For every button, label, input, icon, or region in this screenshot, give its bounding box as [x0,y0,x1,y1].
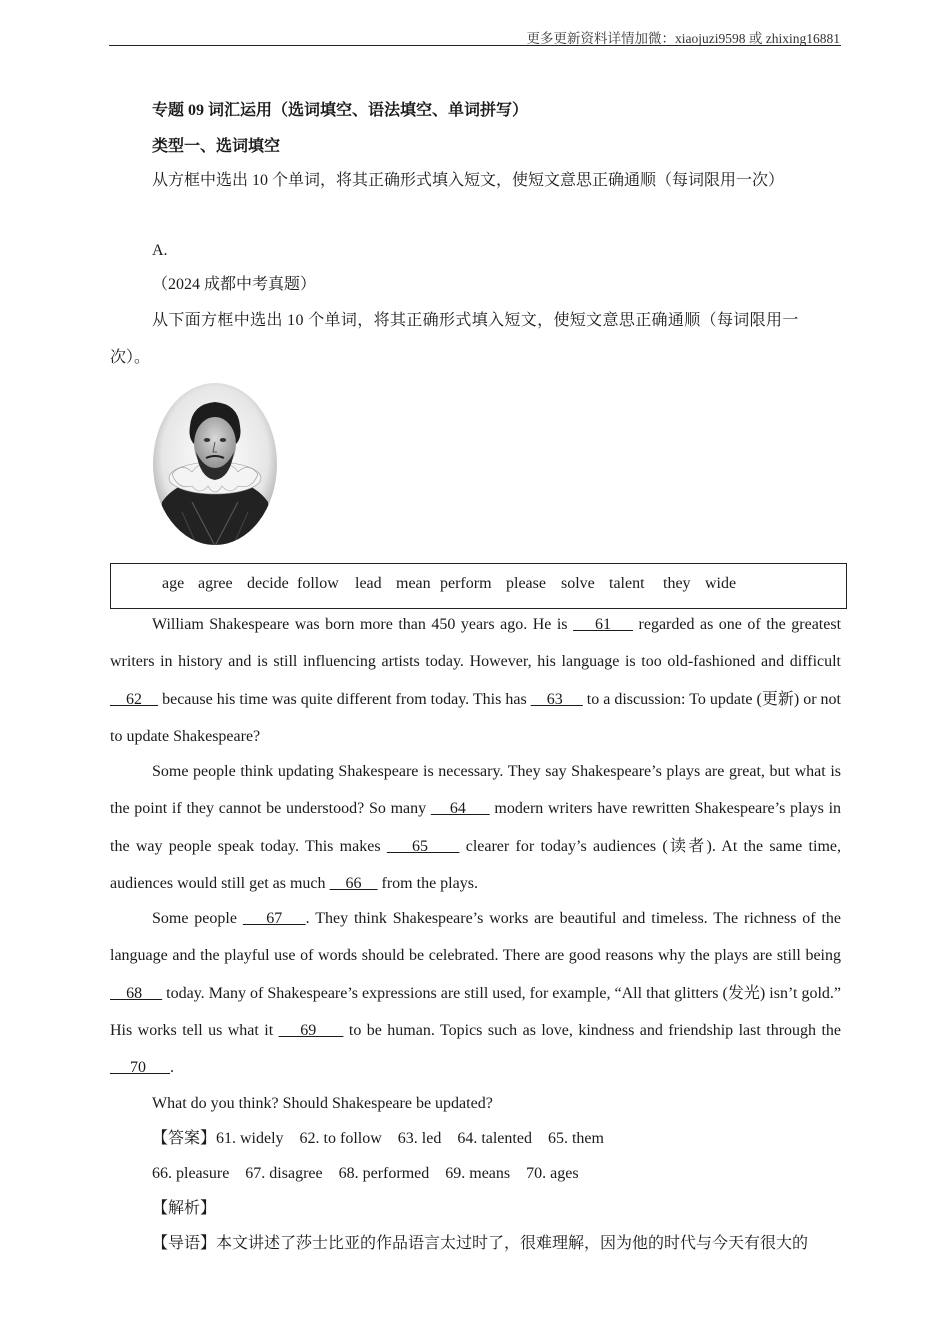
header-divider [109,45,841,46]
guide-line: 【导语】本文讲述了莎士比亚的作品语言太过时了，很难理解，因为他的时代与今天有很大的 [152,1235,809,1252]
blank-63: 63 [530,690,583,708]
word-bank-item: please [506,575,546,592]
blank-62: 62 [110,690,159,708]
answer-line-2: 66. pleasure 67. disagree 68. performed 69. means 70. ages [152,1165,579,1182]
word-bank-box [110,563,847,609]
source-note: （2024 成都中考真题） [152,276,317,293]
blank-64: 64 [430,800,490,818]
analysis-label: 【解析】 [152,1200,217,1217]
blank-70: 70 [110,1059,170,1077]
passage-paragraph-3: Some people 67 . They think Shakespeare’s works are beautiful and timeless. The richness of the language and the playful use of words should be celebrated. There are good reasons why the plays are still being 68 today. Many of Shakespeare’s expressions are still used, for example, “All that glitters (发光) isn’t gold.” His works tell us what it 69 to be human. Topics such as love, kindness and friendship last through the 70 . [110,910,842,1077]
blank-66: 66 [329,874,378,892]
instruction-line-1: 从下面方框中选出 10 个单词，将其正确形式填入短文，使短文意思正确通顺（每词限用一 [152,312,799,329]
topic-title: 专题 09 词汇运用（选词填空、语法填空、单词拼写） [152,102,529,119]
blank-69: 69 [278,1021,344,1039]
blank-61: 61 [573,616,634,633]
passage-paragraph-2: Some people think updating Shakespeare is necessary. They say Shakespeare’s plays are great, but what is the point if they cannot be understood? So many 64 modern writers have rewritten Shakespeare’s plays in the way people speak today. This makes 65 clearer for today’s audiences (读者). At the same time, audiences would still get as much 66 from the plays. [110,763,842,892]
word-bank-item: decide [247,575,289,592]
general-instruction: 从方框中选出 10 个单词，将其正确形式填入短文，使短文意思正确通顺（每词限用一次） [152,172,785,189]
word-bank-item: agree [198,575,233,592]
blank-65: 65 [386,837,460,855]
blank-68: 68 [110,984,163,1002]
word-bank-item: lead [355,575,382,592]
word-bank-item: solve [561,575,595,592]
blank-67: 67 [242,910,306,927]
section-label: A. [152,242,168,259]
answer-line-1: 【答案】61. widely 62. to follow 63. led 64. talented 65. them [152,1130,604,1147]
header-contact-note: 更多更新资料详情加微：xiaojuzi9598 或 zhixing16881 [526,31,840,46]
word-bank-item: perform [440,575,492,592]
instruction-line-2: 次）。 [110,349,151,366]
word-bank-item: talent [609,575,645,592]
type-title: 类型一、选词填空 [152,138,281,155]
word-bank-item: follow [297,575,339,592]
word-bank-item: they [663,575,691,592]
passage-paragraph-4: What do you think? Should Shakespeare be updated? [152,1095,493,1112]
passage-paragraph-1: William Shakespeare was born more than 450 years ago. He is 61 regarded as one of the greatest writers in history and is still influencing artists today. However, his language is too old-fashioned and difficult 62 because his time was quite different from today. This has 63 to a discussion: To update (更新) or not to update Shakespeare? [110,616,842,745]
shakespeare-portrait [152,382,278,546]
word-bank-item: wide [705,575,737,592]
word-bank-item: mean [396,575,431,592]
word-bank-item: age [162,575,185,592]
